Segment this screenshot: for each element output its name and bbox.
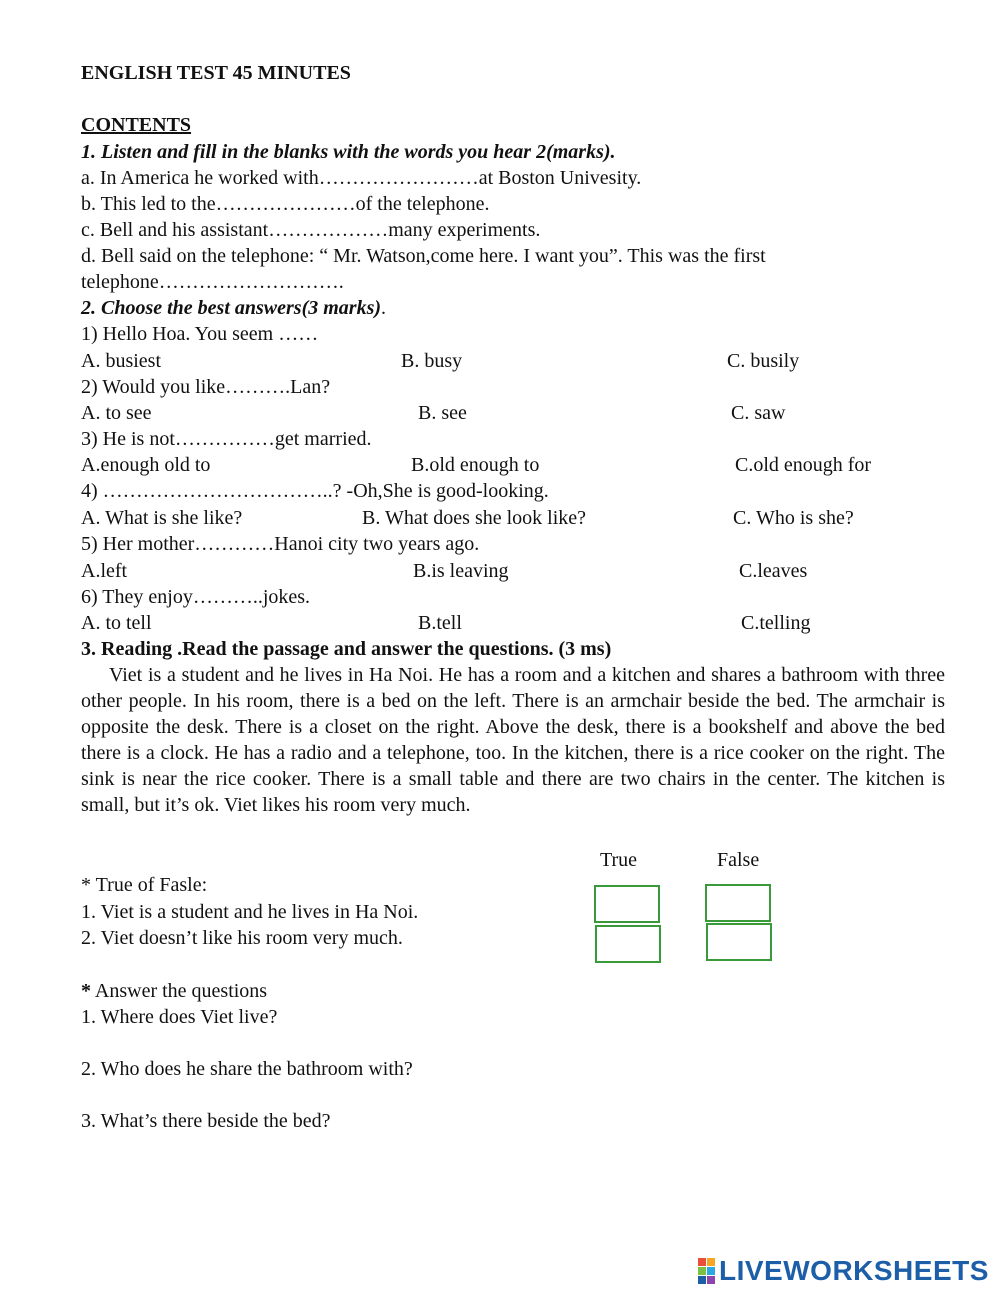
question-6: 6) They enjoy………..jokes. [81,586,311,608]
question-5: 5) Her mother…………Hanoi city two years ago. [81,533,480,555]
answer-questions-heading-text: Answer the questions [91,980,268,1002]
contents-heading: CONTENTS [81,114,192,136]
liveworksheets-logo-mark-icon [698,1258,715,1284]
section1-item-d: d. Bell said on the telephone: “ Mr. Watson,come here. I want you”. This was the first [81,245,766,267]
reading-passage: Viet is a student and he lives in Ha Noi. He has a room and a kitchen and shares a bathroom with three other people. In his room, there is a bed on the left. There is an armchair beside the bed. The armchair is opposite the desk. There is a closet on the right. Above the desk, there is a bookshelf and above the bed there is a clock. He has a radio and a telephone, too. In the kitchen, there is a rice cooker on the right. The sink is near the rice cooker. There is a small table and there are two chairs in the center. The kitchen is small, but it’s ok. Viet likes his room very much. [81,664,945,816]
question-2-option-c: C. saw [731,402,786,424]
answer-box-item1-true[interactable] [594,885,660,923]
section1-item-d-cont: telephone………………………. [81,271,344,293]
answer-questions-heading [81,978,267,1004]
question-4: 4) ……………………………..? -Oh,She is good-looking. [81,480,549,502]
question-1: 1) Hello Hoa. You seem …… [81,323,319,345]
question-6-option-a: A. to tell [81,612,152,634]
question-4-option-b: B. What does she look like? [362,507,587,529]
liveworksheets-logo-text: LIVEWORKSHEETS [719,1255,989,1286]
true-false-heading: * True of Fasle: [81,874,208,896]
question-5-option-b: B.is leaving [413,560,509,582]
section2-heading-text: 2. Choose the best answers(3 marks) [81,297,382,319]
question-3-option-a: A.enough old to [81,454,211,476]
question-1-option-a: A. busiest [81,350,161,372]
reading-question-2: 2. Who does he share the bathroom with? [81,1058,413,1080]
answer-box-item1-false[interactable] [705,884,771,922]
question-1-option-b: B. busy [401,350,463,372]
question-2: 2) Would you like……….Lan? [81,376,331,398]
question-6-option-c: C.telling [741,612,811,634]
answer-box-item2-true[interactable] [595,925,661,963]
question-5-option-c: C.leaves [739,560,808,582]
section2-heading [81,295,386,321]
answer-box-item2-false[interactable] [706,923,772,961]
true-column-label: True [600,849,638,871]
question-4-option-c: C. Who is she? [733,507,854,529]
true-false-item-2: 2. Viet doesn’t like his room very much. [81,927,403,949]
question-3-option-c: C.old enough for [735,454,872,476]
section1-item-c: c. Bell and his assistant………………many experiments. [81,219,541,241]
question-3: 3) He is not……………get married. [81,428,372,450]
section1-item-a: a. In America he worked with……………………at Boston Univesity. [81,167,642,189]
question-5-option-a: A.left [81,560,128,582]
question-6-option-b: B.tell [418,612,462,634]
reading-question-1: 1. Where does Viet live? [81,1006,278,1028]
question-2-option-a: A. to see [81,402,152,424]
question-4-option-a: A. What is she like? [81,507,243,529]
answer-questions-star: * [81,980,91,1002]
section2-heading-suffix: . [381,297,387,319]
question-3-option-b: B.old enough to [411,454,540,476]
liveworksheets-logo [698,1254,989,1288]
false-column-label: False [717,849,760,871]
section3-heading: 3. Reading .Read the passage and answer the questions. (3 ms) [81,638,612,660]
question-2-option-b: B. see [418,402,467,424]
section1-item-b: b. This led to the…………………of the telephone. [81,193,490,215]
question-1-option-c: C. busily [727,350,800,372]
test-title: ENGLISH TEST 45 MINUTES [81,62,351,84]
reading-question-3: 3. What’s there beside the bed? [81,1110,331,1132]
section1-heading: 1. Listen and fill in the blanks with the words you hear 2(marks). [81,141,616,163]
true-false-item-1: 1. Viet is a student and he lives in Ha Noi. [81,901,419,923]
